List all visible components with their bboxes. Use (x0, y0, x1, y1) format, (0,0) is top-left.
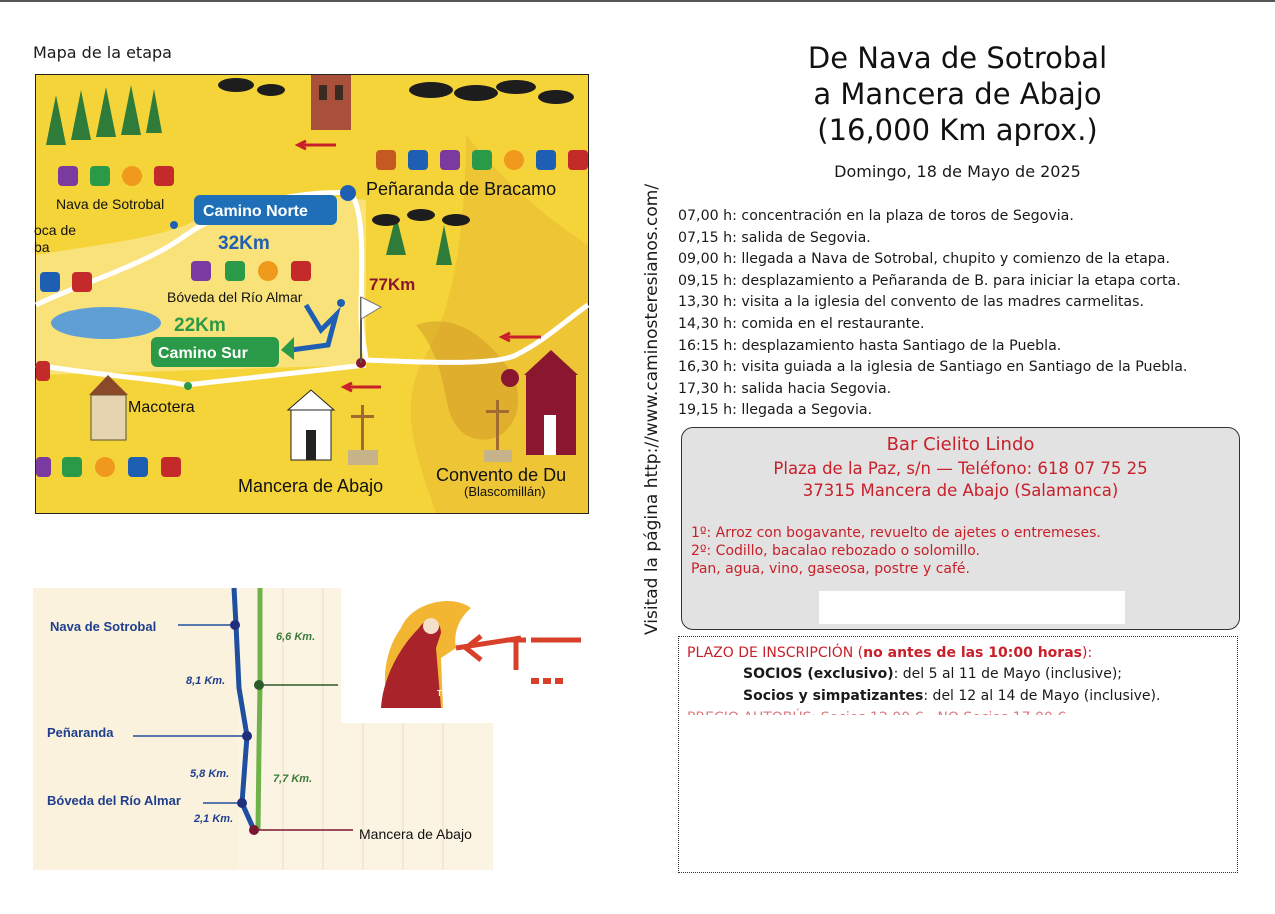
itinerary-item: 14,30 h: comida en el restaurante. (678, 315, 925, 332)
restaurant-menu (691, 524, 1101, 578)
route-map-image (35, 74, 589, 514)
itinerary-item: 13,30 h: visita a la iglesia del convento de las madres carmelitas. (678, 294, 1144, 311)
itinerary-item: 16:15 h: desplazamiento hasta Santiago de la Puebla. (678, 337, 1062, 354)
menu-item: 2º: Codillo, bacalao rebozado o solomillo. (691, 543, 981, 559)
profile-label-58km: 5,8 Km. (190, 768, 230, 780)
redacted-area (680, 715, 1236, 871)
restaurant-address (682, 458, 1239, 502)
profile-label-81km: 8,1 Km. (186, 675, 226, 687)
website-link-container (600, 135, 660, 635)
simpatizantes-dates: : del 12 al 14 de Mayo (inclusive). (923, 688, 1161, 704)
profile-label-penaranda: Peñaranda (47, 725, 114, 740)
logo-text-caminos: CAMINOS (445, 677, 483, 686)
itinerary-list (678, 206, 1258, 422)
map-label-camino-sur: Camino Sur (158, 345, 248, 362)
itinerary-item: 19,15 h: llegada a Segovia. (678, 402, 873, 419)
inscription-simpatizantes (743, 688, 1160, 704)
map-label-roca2: ba (34, 239, 50, 255)
map-label-convento: Convento de Du (436, 465, 567, 485)
website-link[interactable]: Visitad la página http://www.caminosteresianos.com/ (642, 183, 662, 635)
map-label-macotera: Macotera (128, 399, 195, 416)
page-title (700, 40, 1215, 148)
inscription-heading-end: ): (1081, 645, 1093, 661)
profile-label-77km: 7,7 Km. (273, 773, 313, 785)
title-line-3: (16,000 Km aprox.) (817, 113, 1098, 147)
map-label-22km: 22Km (174, 315, 226, 336)
simpatizantes-label: Socios y simpatizantes (743, 688, 924, 704)
map-caption: Mapa de la etapa (33, 43, 172, 62)
itinerary-item: 09,00 h: llegada a Nava de Sotrobal, chupito y comienzo de la etapa. (678, 251, 1170, 268)
profile-label-mancera: Mancera de Abajo (359, 826, 472, 842)
profile-label-66km: 6,6 Km. (276, 631, 316, 643)
itinerary-item: 07,15 h: salida de Segovia. (678, 229, 871, 246)
title-line-1: De Nava de Sotrobal (807, 41, 1108, 75)
map-label-camino-norte: Camino Norte (203, 203, 308, 220)
event-date: Domingo, 18 de Mayo de 2025 (834, 162, 1081, 181)
route-map-illustration (36, 75, 588, 513)
map-label-blascomillan: (Blascomillán) (464, 484, 546, 499)
map-label-32km: 32Km (218, 233, 270, 254)
profile-label-boveda: Bóveda del Río Almar (47, 793, 181, 808)
restaurant-name: Bar Cielito Lindo (886, 434, 1035, 455)
redacted-area (819, 591, 1125, 624)
itinerary-item: 16,30 h: visita guiada a la iglesia de Santiago en Santiago de la Puebla. (678, 359, 1188, 376)
map-label-roca: oca de (34, 222, 77, 238)
map-label-mancera: Mancera de Abajo (238, 476, 384, 496)
logo-text-teresianos: TERESIANOS (437, 689, 490, 698)
menu-item: Pan, agua, vino, gaseosa, postre y café. (691, 561, 970, 577)
top-border (0, 0, 1275, 2)
map-label-penaranda: Peñaranda de Bracamo (366, 179, 557, 199)
socios-label: SOCIOS (exclusivo) (743, 666, 894, 682)
restaurant-box (681, 427, 1240, 630)
itinerary-item: 07,00 h: concentración en la plaza de toros de Segovia. (678, 208, 1074, 224)
profile-label-21km: 2,1 Km. (194, 813, 234, 825)
restaurant-address-line1: Plaza de la Paz, s/n — Teléfono: 618 07 75 25 (773, 459, 1148, 478)
profile-label-nava: Nava de Sotrobal (50, 619, 157, 634)
inscription-heading (687, 645, 1092, 661)
map-label-77km: 77Km (369, 275, 416, 294)
inscription-socios (743, 666, 1122, 682)
restaurant-address-line2: 37315 Mancera de Abajo (Salamanca) (802, 481, 1119, 500)
itinerary-item: 17,30 h: salida hacia Segovia. (678, 380, 892, 397)
caminos-teresianos-logo (341, 588, 587, 723)
menu-item: 1º: Arroz con bogavante, revuelto de ajetes o entremeses. (691, 525, 1101, 541)
inscription-box (678, 636, 1238, 873)
itinerary-item: 09,15 h: desplazamiento a Peñaranda de B. para iniciar la etapa corta. (678, 272, 1181, 289)
logo-graphic (341, 588, 587, 723)
inscription-heading-bold: no antes de las 10:00 horas (863, 645, 1082, 661)
socios-dates: : del 5 al 11 de Mayo (inclusive); (893, 666, 1122, 682)
map-label-boveda: Bóveda del Río Almar (167, 289, 303, 305)
inscription-heading-text: PLAZO DE INSCRIPCIÓN ( (687, 645, 864, 661)
map-label-nava: Nava de Sotrobal (56, 196, 165, 212)
title-line-2: a Mancera de Abajo (813, 77, 1102, 111)
